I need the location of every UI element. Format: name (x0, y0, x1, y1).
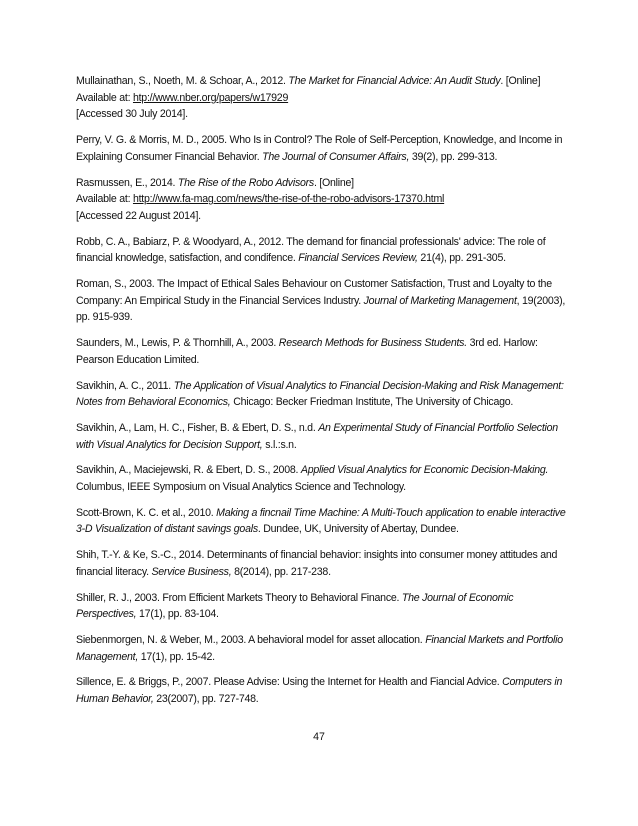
reference-title: The Market for Financial Advice: An Audit Study (288, 75, 501, 87)
reference-title: Service Business, (151, 565, 232, 578)
reference-entry (76, 420, 566, 453)
reference-title: Research Methods for Business Students. (278, 337, 467, 350)
reference-text: Savikhin, A. C., 2011. (76, 379, 174, 392)
reference-entry (76, 505, 566, 538)
reference-title: Making a fincnail Time Machine: A Multi-Touch application to enable interactive 3-D Visualization of distant savings goals (76, 506, 566, 536)
reference-text: Savikhin, A., Lam, H. C., Fisher, B. & Ebert, D. S., n.d. (76, 421, 319, 434)
reference-title: Journal of Marketing Management (363, 294, 517, 307)
reference-text: Rasmussen, E., 2014. (76, 176, 178, 189)
reference-text: . Dundee, UK, University of Abertay, Dundee. (257, 523, 459, 536)
reference-text: 3rd ed. Harlow: Pearson Education Limited. (76, 337, 538, 366)
reference-entry (76, 632, 566, 665)
reference-text: , 19(2003), pp. 915-939. (76, 294, 566, 324)
reference-text: 17(1), pp. 15-42. (138, 650, 215, 663)
reference-title: The Journal of Economic Perspectives, (76, 591, 514, 621)
reference-text: Roman, S., 2003. The Impact of Ethical Sales Behaviour on Customer Satisfaction, Trust and Loyalty to the Company: An Empirical Study in the Financial Services Industry. (76, 278, 552, 307)
reference-text: Savikhin, A., Maciejewski, R. & Ebert, D. S., 2008. (76, 464, 301, 477)
reference-title: The Journal of Consumer Affairs, (262, 150, 410, 163)
reference-accessed: [Accessed 22 August 2014]. (76, 209, 201, 222)
reference-text: Available at: (76, 91, 133, 104)
page-number: 47 (313, 731, 325, 743)
reference-text: 39(2), pp. 299-313. (409, 150, 498, 163)
reference-entry (76, 276, 566, 326)
reference-entry (76, 132, 566, 165)
reference-entry (76, 378, 566, 411)
reference-text: 17(1), pp. 83-104. (136, 608, 219, 621)
reference-accessed: [Accessed 30 July 2014]. (76, 108, 188, 121)
reference-text: 8(2014), pp. 217-238. (231, 565, 331, 578)
reference-text: Robb, C. A., Babiarz, P. & Woodyard, A., 2012. The demand for financial professionals' advice: The role of financial knowledge, satisfaction, and condifence. (76, 235, 546, 265)
reference-text: . [Online] (500, 75, 541, 87)
reference-title: The Application of Visual Analytics to Financial Decision-Making and Risk Management: Notes from Behavioral Economics, (76, 379, 564, 409)
reference-entry (76, 590, 566, 623)
reference-entry (76, 547, 566, 580)
reference-text: Saunders, M., Lewis, P. & Thornhill, A., 2003. (76, 337, 279, 350)
reference-link[interactable]: http://www.fa-mag.com/news/the-rise-of-the-robo-advisors-17370.html (132, 193, 445, 206)
reference-text: Mullainathan, S., Noeth, M. & Schoar, A., 2012. (76, 75, 289, 87)
reference-text: Scott-Brown, K. C. et al., 2010. (76, 506, 217, 519)
reference-list (76, 73, 566, 717)
reference-title: The Rise of the Robo Advisors (177, 176, 314, 189)
reference-text: Siebenmorgen, N. & Weber, M., 2003. A behavioral model for asset allocation. (76, 633, 426, 646)
reference-entry (76, 462, 566, 495)
reference-text: s.l.:s.n. (262, 438, 297, 451)
reference-title: Computers in Human Behavior, (76, 676, 563, 706)
reference-entry (76, 175, 566, 225)
reference-link[interactable]: htp://www.nber.org/papers/w17929 (132, 91, 289, 104)
reference-text: Chicago: Becker Friedman Institute, The University of Chicago. (230, 396, 514, 409)
reference-entry (76, 335, 566, 368)
reference-title: An Experimental Study of Financial Portfolio Selection with Visual Analytics for Decision Support, (76, 421, 558, 451)
reference-title: Applied Visual Analytics for Economic Decision-Making. (300, 464, 549, 477)
reference-text: . [Online] (313, 176, 354, 189)
reference-title: Financial Markets and Portfolio Management, (76, 633, 563, 663)
reference-entry (76, 674, 566, 707)
reference-entry (76, 73, 566, 123)
reference-text: Columbus, IEEE Symposium on Visual Analytics Science and Technology. (76, 481, 406, 494)
reference-text: Sillence, E. & Briggs, P., 2007. Please Advise: Using the Internet for Health and Fiancial Advice. (76, 676, 503, 689)
reference-text: 23(2007), pp. 727-748. (153, 693, 259, 706)
reference-text: Perry, V. G. & Morris, M. D., 2005. Who Is in Control? The Role of Self-Perception, Knowledge, and Income in Explaining Consumer Financial Behavior. (76, 134, 563, 163)
reference-text: Shiller, R. J., 2003. From Efficient Markets Theory to Behavioral Finance. (76, 591, 402, 604)
reference-title: Financial Services Review, (298, 252, 418, 265)
reference-entry (76, 234, 566, 267)
reference-text: Shih, T.-Y. & Ke, S.-C., 2014. Determinants of financial behavior: insights into consumer money attitudes and financial literacy. (76, 549, 558, 578)
reference-text: 21(4), pp. 291-305. (417, 252, 506, 265)
reference-text: Available at: (76, 193, 133, 206)
